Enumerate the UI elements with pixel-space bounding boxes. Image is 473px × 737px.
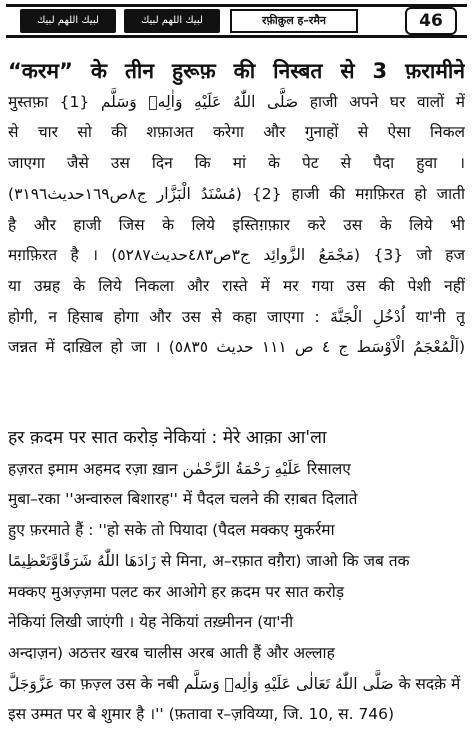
text-line: زَادَهَا اللّٰهُ شَرَفًاوَّتَعْظِيمًا से मिना, अ–रफ़ात वग़ैरा) जाओ कि जब तक — [8, 551, 410, 570]
text-line: “करम” के तीन हुरूफ़ की निस्बत से 3 फ़रामीने — [8, 59, 465, 83]
header-bottom-rule — [6, 35, 467, 38]
text-line: से चार सो की शफ़ाअत करेगा और गुनाहों से ऐसा निकल — [8, 123, 465, 142]
text-line: हज़रत इमाम अहमद रज़ा ख़ान عَلَيْهِ رَحْمَةُ الرَّحْمٰن रिसालए — [8, 459, 351, 478]
header-top-rule — [6, 4, 467, 7]
text-line: अन्दाज़न) अठत्तर खरब चालीस अरब आती हैं और अल्लाह — [8, 643, 335, 662]
text-line: मुस्तफ़ा صَلَّى اللّٰهُ عَلَيْهِ وَاٰلِهٖ وَسَلَّم {1} हाजी अपने घर वालों में — [8, 92, 465, 111]
text-line: नेकियां लिखी जाएंगी । येह नेकियां तख़्मीनन (या'नी — [8, 613, 294, 632]
text-line: हर क़दम पर सात करोड़ नेकियां : मेरे आक़ा आ'ला — [8, 428, 327, 448]
text-line: होगी, न हिसाब होगा और उस से कहा जाएगा : اُدْخُلِ الْجَنَّةَ या'नी तू — [8, 307, 465, 326]
text-line: मुबा–रका ''अन्वारुल बिशारह'' में पैदल चलने की रग़बत दिलाते — [8, 490, 358, 509]
text-line: عَزَّوَجَلَّ का फ़ज़्ल उस के नबी صَلَّى اللّٰهُ تَعَالٰى عَلَيْهِ وَاٰلِهٖ وَسَلَّم के सदक़े में — [8, 674, 461, 693]
text-line: हुए फ़रमाते हैं : ''हो सके तो पियादा (पैदल मक्कए मुकर्रमा — [8, 521, 335, 540]
text-line: या उम्रह के लिये निकला और रास्ते में मर गया उस की पेशी नहीं — [8, 276, 465, 295]
virtue-paragraph — [8, 423, 465, 730]
running-title: रफ़ीक़ुल ह–रमैन — [230, 9, 358, 33]
text-line: इस उम्मत पर बे शुमार है ।'' (फ़तावा र–ज़विय्या, जि. 10, स. 746) — [8, 705, 395, 724]
text-line: (مُسْنَدُ الْبَزَّار ج٨ص١٦٩حديث٣١٩٦) {2} हाजी की मग़फ़िरत हो जाती — [8, 184, 465, 203]
text-line: मक्कए मुअज़्ज़मा पलट कर आओगे हर क़दम पर सात करोड़ — [8, 582, 345, 601]
text-line: है और हाजी जिस के लिये इस्तिग़फ़ार करे उस के लिये भी — [8, 215, 465, 234]
hadith-paragraph — [8, 56, 465, 363]
page-header — [6, 4, 467, 38]
page-number: 46 — [405, 7, 457, 35]
header-logo-left: لبيك اللهم لبيك — [20, 9, 116, 33]
text-line: जाएगा जैसे उस दिन कि मां के पेट से पैदा हुवा । — [8, 154, 465, 173]
text-line: जन्नत में दाख़िल हो जा । (اَلْمُعْجَمُ الْاَوْسَط ج ٤ ص ١١١ حديث ٥٨٣٥) — [8, 338, 465, 357]
text-line: मग़फ़िरत है । (مَجْمَعُ الزَّوائِد ج٣ص٤٨٣حديث٥٢٨٧) {3} जो हज — [8, 246, 465, 265]
header-logo-right: لبيك اللهم لبيك — [124, 9, 220, 33]
